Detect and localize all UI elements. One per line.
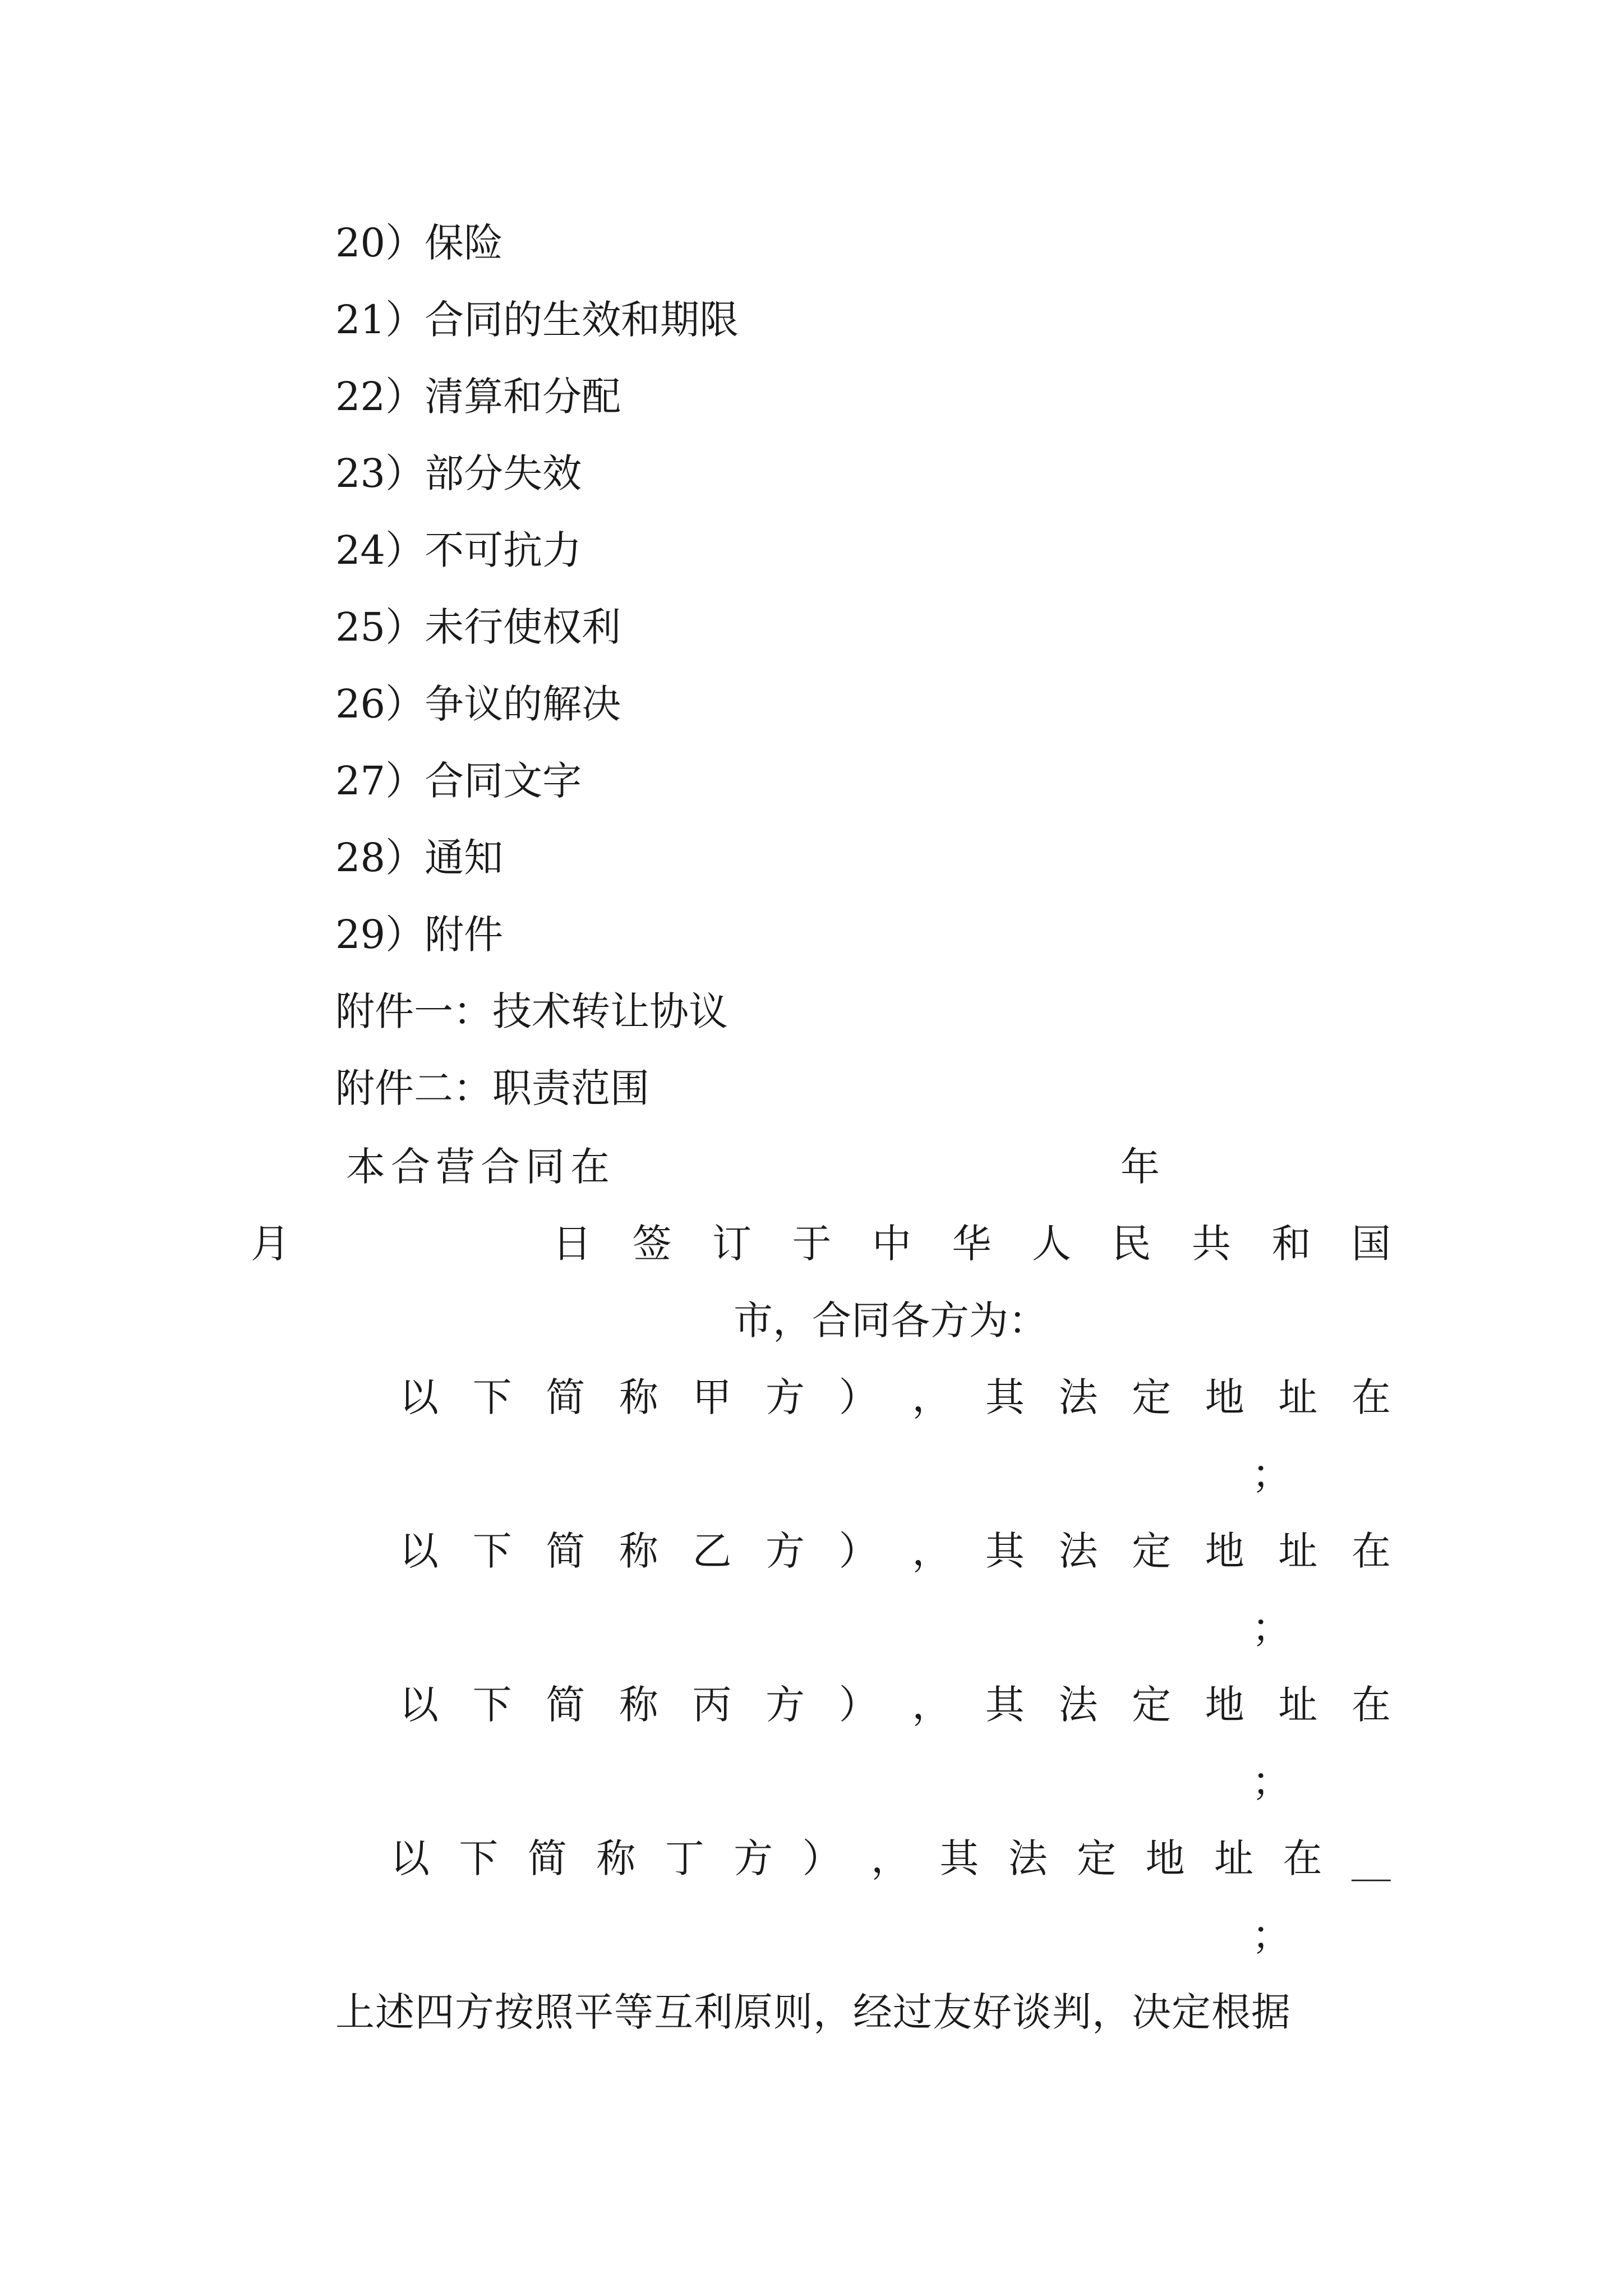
char: 华 — [952, 1221, 992, 1267]
char: 乙 — [692, 1528, 732, 1574]
char: 以 — [399, 1682, 439, 1728]
char: 以 — [390, 1835, 430, 1881]
char: ） — [838, 1682, 878, 1728]
toc-item: 26）争议的解决 — [335, 681, 621, 727]
char: 共 — [1192, 1221, 1231, 1267]
char: 简 — [527, 1835, 567, 1881]
char: 定 — [1132, 1374, 1172, 1420]
char: 和 — [1271, 1221, 1311, 1267]
char: 址 — [1278, 1682, 1318, 1728]
char: 日 — [552, 1221, 592, 1267]
char: 订 — [712, 1221, 751, 1267]
appendix-two: 附件二：职责范围 — [335, 1065, 649, 1111]
party-b-line — [399, 1523, 1391, 1579]
char: 在 — [1283, 1835, 1322, 1881]
char: 签 — [632, 1221, 672, 1267]
char: 地 — [1205, 1528, 1244, 1574]
char: ， — [912, 1374, 952, 1420]
char: 民 — [1112, 1221, 1151, 1267]
char: 中 — [872, 1221, 911, 1267]
signing-month: 月 — [251, 1221, 290, 1267]
char: 甲 — [692, 1374, 732, 1420]
toc-item: 29）附件 — [335, 912, 504, 958]
char: 在 — [1351, 1528, 1391, 1574]
char: 定 — [1077, 1835, 1117, 1881]
char: ） — [838, 1528, 878, 1574]
char: 在 — [1351, 1682, 1391, 1728]
char: 在 — [1351, 1374, 1391, 1420]
char: ， — [870, 1835, 910, 1881]
toc-item: 25）未行使权利 — [335, 604, 621, 650]
signing-date-line — [552, 1216, 1391, 1272]
char: 称 — [596, 1835, 636, 1881]
closing-sentence: 上述四方按照平等互利原则，经过友好谈判，决定根据 — [335, 1989, 1291, 2035]
char: 下 — [472, 1528, 512, 1574]
char: 丙 — [692, 1682, 732, 1728]
char: 以 — [399, 1374, 439, 1420]
char: 其 — [985, 1374, 1025, 1420]
party-c-line — [399, 1677, 1391, 1733]
char: ） — [802, 1835, 842, 1881]
toc-item: 21）合同的生效和期限 — [335, 297, 739, 343]
appendix-one: 附件一：技术转让协议 — [335, 988, 728, 1034]
party-b-end: ； — [1252, 1605, 1291, 1651]
char: 简 — [546, 1374, 585, 1420]
char: 其 — [985, 1528, 1025, 1574]
char: 方 — [734, 1835, 773, 1881]
party-d-end: ； — [1252, 1912, 1291, 1958]
toc-item: 23）部分失效 — [335, 450, 582, 496]
char: 方 — [766, 1374, 805, 1420]
char: 其 — [939, 1835, 979, 1881]
char: 定 — [1132, 1528, 1172, 1574]
party-c-end: ； — [1252, 1759, 1291, 1805]
char: 丁 — [665, 1835, 704, 1881]
party-a-end: ； — [1252, 1451, 1291, 1497]
toc-item: 22）清算和分配 — [335, 374, 621, 420]
char: 下 — [472, 1682, 512, 1728]
char: 址 — [1214, 1835, 1254, 1881]
toc-item: 20）保险 — [335, 220, 504, 266]
char: 简 — [546, 1682, 585, 1728]
char: 简 — [546, 1528, 585, 1574]
toc-item: 24）不可抗力 — [335, 527, 582, 573]
char: 地 — [1205, 1374, 1244, 1420]
char: ， — [912, 1682, 952, 1728]
char: 国 — [1352, 1221, 1391, 1267]
signing-year: 年 — [1121, 1144, 1160, 1190]
char: 法 — [1058, 1374, 1098, 1420]
char: 称 — [619, 1528, 658, 1574]
char: 方 — [766, 1682, 805, 1728]
char: 以 — [399, 1528, 439, 1574]
char: 其 — [985, 1682, 1025, 1728]
char: ） — [838, 1374, 878, 1420]
char: ， — [912, 1528, 952, 1574]
char: 下 — [459, 1835, 499, 1881]
char: 址 — [1278, 1374, 1318, 1420]
char: 方 — [766, 1528, 805, 1574]
blank-underline: __ — [1351, 1835, 1391, 1881]
char: 下 — [472, 1374, 512, 1420]
signing-city-line: 市，合同各方为： — [734, 1297, 1048, 1343]
char: 定 — [1132, 1682, 1172, 1728]
char: 称 — [619, 1682, 658, 1728]
char: 人 — [1032, 1221, 1071, 1267]
char: 地 — [1205, 1682, 1244, 1728]
char: 地 — [1145, 1835, 1185, 1881]
char: 于 — [792, 1221, 832, 1267]
toc-item: 28）通知 — [335, 835, 504, 881]
party-a-line — [399, 1369, 1391, 1425]
char: 称 — [619, 1374, 658, 1420]
char: 址 — [1278, 1528, 1318, 1574]
toc-item: 27）合同文字 — [335, 758, 582, 804]
char: 法 — [1058, 1528, 1098, 1574]
signing-line-start: 本合营合同在 — [346, 1144, 615, 1190]
char: 法 — [1008, 1835, 1048, 1881]
party-d-line — [390, 1830, 1391, 1887]
char: 法 — [1058, 1682, 1098, 1728]
